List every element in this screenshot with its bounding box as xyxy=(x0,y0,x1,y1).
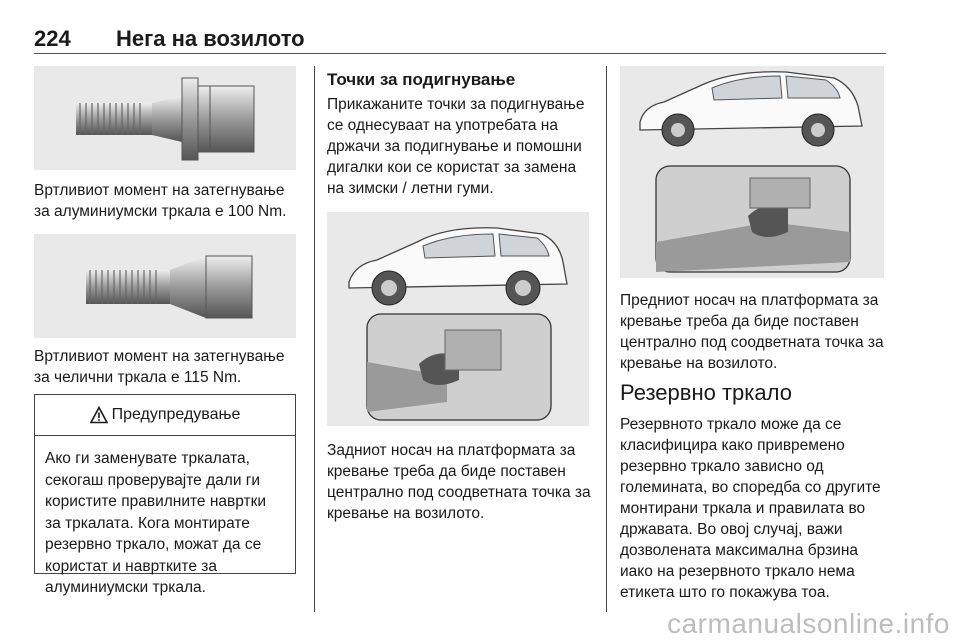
front-lifting-point-illustration xyxy=(620,66,884,278)
page-header xyxy=(34,18,886,54)
lifting-points-heading: Точки за подигнување xyxy=(327,70,516,89)
rear-lifting-point-illustration xyxy=(327,212,589,426)
spare-wheel-heading: Резервно тркало xyxy=(620,380,792,405)
spare-wheel-text: Резервното тркало може да се класифицира како привремено резервно тркало зависно од големината, во споредба со другите монтирани тркала и правилата во државата. Во овој случај, важи дозволената максимална брзина иако на резервното тркало нема етикета што го покажува тоа. xyxy=(620,416,881,601)
running-title: Нега на возилото xyxy=(116,26,305,51)
warning-text: Ако ги заменувате тркалата, секогаш проверувајте дали ги користите правилните навртки за тркалата. Кога монтирате резервно тркало, можат да се користат и навртките за алуминиумски тркала. xyxy=(45,450,267,596)
warning-title: Предупредување xyxy=(111,406,241,423)
front-lift-caption: Предниот носач на платформата за кревање треба да биде поставен централно под соодветната точка за кревање на возилото. xyxy=(620,292,884,372)
wheel-bolt-icon xyxy=(34,66,296,170)
car-side-front-lift-icon xyxy=(620,66,884,278)
steel-bolt-icon xyxy=(34,234,296,338)
warning-triangle-icon xyxy=(90,406,108,424)
car-side-rear-lift-icon xyxy=(327,212,589,426)
steel-wheel-bolt-illustration xyxy=(34,234,296,338)
watermark: carmanualsonline.info xyxy=(667,608,950,639)
column-divider-left xyxy=(314,66,315,612)
aluminium-torque-caption: Вртливиот момент на затегнување за алуминиумски тркала е 100 Nm. xyxy=(34,182,287,220)
rear-lift-caption: Задниот носач на платформата за кревање треба да биде поставен централно под соодветната точка за кревање на возилото. xyxy=(327,442,591,522)
page-number: 224 xyxy=(34,26,71,51)
column-divider-right xyxy=(606,66,607,612)
header-rule xyxy=(34,53,886,54)
lifting-points-intro: Прикажаните точки за подигнување се однесуваат на употребата на држачи за подигнување и помошни дигалки кои се користат за замена на зимски / летни гуми. xyxy=(327,96,585,197)
steel-torque-caption: Вртливиот момент на затегнување за челични тркала е 115 Nm. xyxy=(34,348,285,386)
aluminium-wheel-bolt-illustration xyxy=(34,66,296,170)
warning-header xyxy=(35,395,295,436)
warning-box xyxy=(34,394,296,596)
